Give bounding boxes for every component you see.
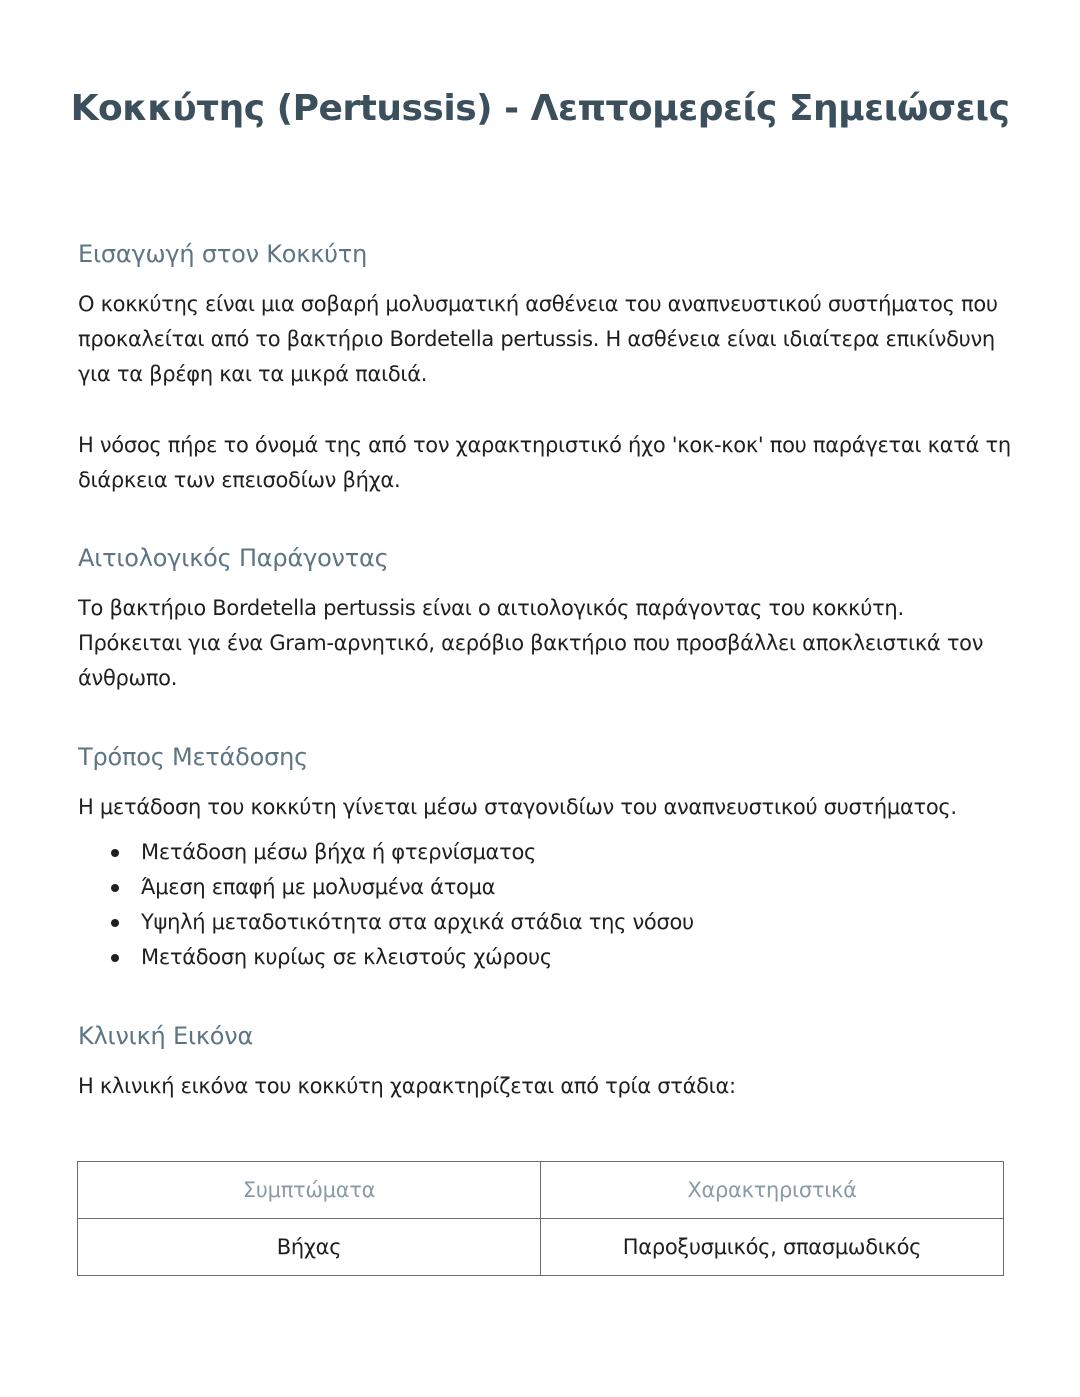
list-item-text: Μετάδοση μέσω βήχα ή φτερνίσματος (141, 840, 537, 864)
list-item (78, 905, 694, 940)
table-header-symptoms: Συμπτώματα (78, 1162, 541, 1219)
paragraph-intro-2: Η νόσος πήρε το όνομά της από τον χαρακτηριστικό ήχο 'κοκ-κοκ' που παράγεται κατά τη διάρκεια των επεισοδίων βήχα. (78, 433, 1011, 492)
bullet-dot-icon (111, 849, 119, 857)
page-title: Κοκκύτης (Pertussis) - Λεπτομερείς Σημειώσεις (70, 88, 1010, 129)
bullet-dot-icon (111, 884, 119, 892)
list-item (78, 870, 694, 905)
paragraph-cause: Το βακτήριο Bordetella pertussis είναι ο αιτιολογικός παράγοντας του κοκκύτη. Πρόκειται για ένα Gram-αρνητικό, αερόβιο βακτήριο που προσβάλλει αποκλειστικά τον άνθρωπο. (78, 596, 984, 690)
paragraph-clinical: Η κλινική εικόνα του κοκκύτη χαρακτηρίζεται από τρία στάδια: (78, 1074, 736, 1098)
table-header-characteristics: Χαρακτηριστικά (541, 1162, 1004, 1219)
list-item (78, 940, 694, 975)
clinical-table (77, 1161, 1004, 1276)
table-cell-characteristic: Παροξυσμικός, σπασμωδικός (541, 1219, 1004, 1276)
table-row (78, 1219, 1004, 1276)
bullet-dot-icon (111, 954, 119, 962)
list-item-text: Άμεση επαφή με μολυσμένα άτομα (141, 875, 496, 899)
list-item (78, 835, 694, 870)
list-item-text: Υψηλή μεταδοτικότητα στα αρχικά στάδια της νόσου (141, 910, 694, 934)
section-heading-clinical: Κλινική Εικόνα (78, 1022, 254, 1050)
transmission-list (78, 835, 694, 975)
bullet-dot-icon (111, 919, 119, 927)
section-heading-cause: Αιτιολογικός Παράγοντας (78, 544, 389, 572)
table-header-row (78, 1162, 1004, 1219)
list-item-text: Μετάδοση κυρίως σε κλειστούς χώρους (141, 945, 552, 969)
paragraph-transmission: Η μετάδοση του κοκκύτη γίνεται μέσω σταγονιδίων του αναπνευστικού συστήματος. (78, 795, 957, 819)
paragraph-intro-1: Ο κοκκύτης είναι μια σοβαρή μολυσματική ασθένεια του αναπνευστικού συστήματος που προκαλείται από το βακτήριο Bordetella pertussis. Η ασθένεια είναι ιδιαίτερα επικίνδυνη για τα βρέφη και τα μικρά παιδιά. (78, 292, 998, 386)
table-cell-symptom: Βήχας (78, 1219, 541, 1276)
section-heading-transmission: Τρόπος Μετάδοσης (78, 743, 309, 771)
section-heading-intro: Εισαγωγή στον Κοκκύτη (78, 240, 368, 268)
